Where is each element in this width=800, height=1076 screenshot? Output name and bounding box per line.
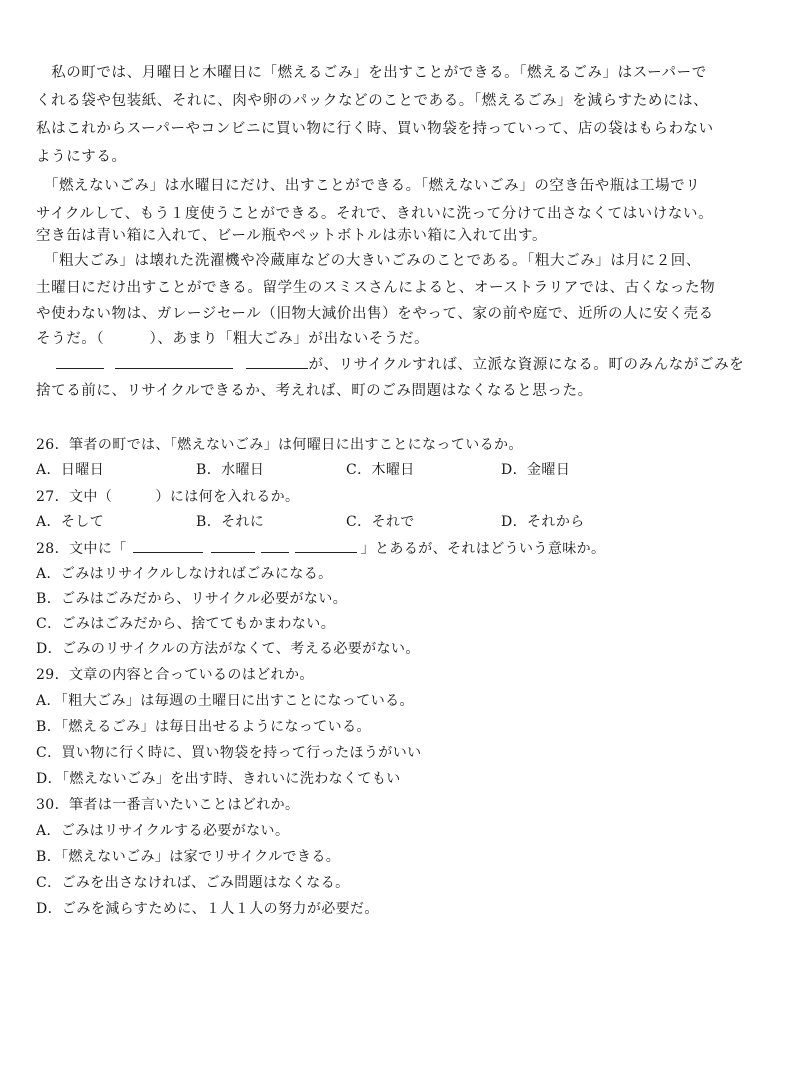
option: C．それで bbox=[346, 514, 415, 530]
option: D．それから bbox=[501, 514, 585, 530]
passage-line: 空き缶は青い箱に入れて、ビール瓶やペットボトルは赤い箱に入れて出す。 bbox=[36, 228, 548, 244]
option: A．ごみはリサイクルする必要がない。 bbox=[36, 823, 290, 839]
option: C．木曜日 bbox=[346, 462, 415, 478]
question-30: 30．筆者は一番言いたいことはどれか。 bbox=[36, 797, 300, 813]
option: B．「燃えないごみ」は家でリサイクルできる。 bbox=[36, 849, 341, 865]
option: D．金曜日 bbox=[501, 462, 571, 478]
passage-line-with-blank bbox=[36, 356, 744, 374]
option: B．それに bbox=[196, 514, 265, 530]
option: C．ごみを出さなければ、ごみ問題はなくなる。 bbox=[36, 875, 350, 891]
underline-blank bbox=[115, 356, 233, 369]
option: A．日曜日 bbox=[36, 462, 105, 478]
option: D．ごみを減らすために、１人１人の努力が必要だ。 bbox=[36, 901, 379, 917]
option: A．そして bbox=[36, 514, 105, 530]
underline-blank bbox=[295, 540, 357, 553]
option: B．ごみはごみだから、リサイクル必要がない。 bbox=[36, 591, 348, 607]
passage-line: 土曜日にだけ出すことができる。留学生のスミスさんによると、オーストラリアでは、古くなった物 bbox=[36, 280, 716, 296]
question-28 bbox=[36, 540, 605, 558]
question-29: 29．文章の内容と合っているのはどれか。 bbox=[36, 667, 314, 683]
underline-blank bbox=[211, 540, 255, 553]
passage-line: ようにする。 bbox=[36, 149, 127, 165]
option: B．水曜日 bbox=[196, 462, 265, 478]
passage-line: くれる袋や包装紙、それに、肉や卵のパックなどのことである。「燃えるごみ」を減らすためには、 bbox=[36, 93, 709, 109]
option: D．「燃えないごみ」を出す時、きれいに洗わなくてもい bbox=[36, 771, 401, 787]
passage-line: 捨てる前に、リサイクルできるか、考えれば、町のごみ問題はなくなると思った。 bbox=[36, 383, 593, 399]
underline-blank bbox=[56, 356, 104, 369]
option: A．「粗大ごみ」は毎週の土曜日に出すことになっている。 bbox=[36, 693, 414, 709]
underline-blank bbox=[261, 540, 289, 553]
passage-line: 私の町では、月曜日と木曜日に「燃えるごみ」を出すことができる。「燃えるごみ」はスーパーで bbox=[36, 65, 707, 81]
option: C．買い物に行く時に、買い物袋を持って行ったほうがいい bbox=[36, 745, 422, 761]
option: C．ごみはごみだから、捨ててもかまわない。 bbox=[36, 616, 336, 632]
passage-line: サイクルして、もう１度使うことができる。それで、きれいに洗って分けて出さなくてはいけない。 bbox=[36, 206, 714, 222]
question-text: 28．文中に「 bbox=[36, 541, 127, 557]
passage-line: 「粗大ごみ」は壊れた洗濯機や冷蔵庫などの大きいごみのことである。「粗大ごみ」は月に２回、 bbox=[36, 253, 701, 269]
passage-line: 「燃えないごみ」は水曜日にだけ、出すことができる。「燃えないごみ」の空き缶や瓶は工場でリ bbox=[36, 178, 701, 194]
option: A．ごみはリサイクルしなければごみになる。 bbox=[36, 566, 333, 582]
underline-blank bbox=[246, 356, 308, 369]
option: B．「燃えるごみ」は毎日出せるようになっている。 bbox=[36, 719, 371, 735]
passage-line: や使わない物は、ガレージセール（旧物大減价出售）をやって、家の前や庭で、近所の人に安く売る bbox=[36, 306, 714, 322]
underline-blank bbox=[133, 540, 203, 553]
passage-line: そうだ。（ ）、あまり「粗大ごみ」が出ないそうだ。 bbox=[36, 331, 430, 347]
question-26: 26．筆者の町では、「燃えないごみ」は何曜日に出すことになっているか。 bbox=[36, 437, 523, 453]
passage-text: が、リサイクルすれば、立派な資源になる。町のみんながごみを bbox=[308, 357, 745, 373]
passage-line: 私はこれからスーパーやコンビニに買い物に行く時、買い物袋を持っていって、店の袋はもらわない bbox=[36, 121, 714, 137]
option: D．ごみのリサイクルの方法がなくて、考える必要がない。 bbox=[36, 641, 420, 657]
question-27: 27．文中（ ）には何を入れるか。 bbox=[36, 489, 300, 505]
question-text: 」とあるが、それはどういう意味か。 bbox=[360, 541, 606, 557]
